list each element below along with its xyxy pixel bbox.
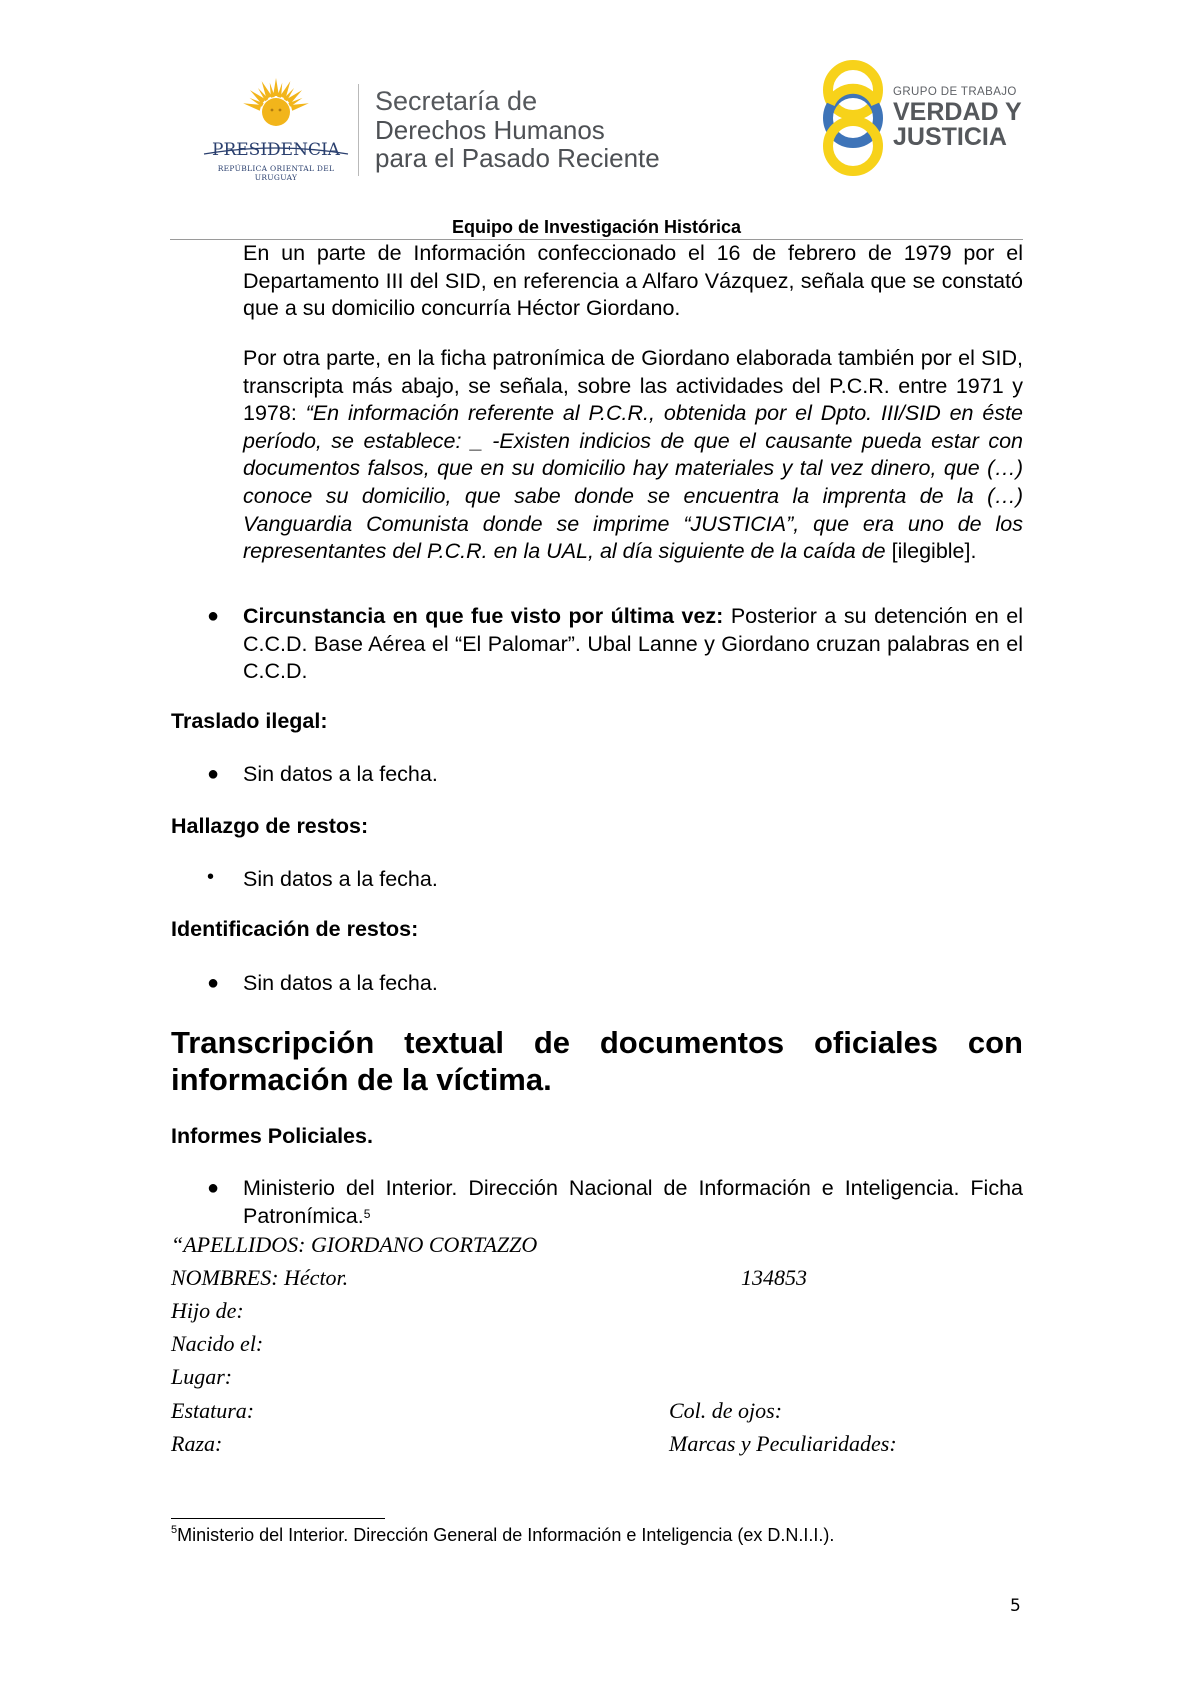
gtvj-title-line-1: VERDAD Y — [893, 98, 1022, 126]
footnote-ref: 5 — [363, 1206, 371, 1221]
paragraph-ficha-patronimica — [243, 345, 1023, 566]
secretaria-line-1: Secretaría de — [375, 86, 538, 116]
heading-traslado: Traslado ilegal: — [171, 709, 328, 733]
bullet-icon: ● — [207, 605, 220, 627]
ficha-raza: Raza: — [171, 1431, 223, 1456]
footnote-number: 5 — [171, 1524, 178, 1536]
bullet-icon: ● — [207, 1177, 220, 1199]
footnote — [171, 1525, 834, 1546]
hallazgo-item: Sin datos a la fecha. — [243, 867, 438, 891]
paragraph-ficha-normal: Por otra parte, en la ficha patronímica de Giordano elaborada también por el SID, transcripta más abajo, se señala, sobre las actividades del P.C.R. entre 1971 y 1978: — [243, 346, 1023, 426]
ficha-col-ojos: Col. de ojos: — [669, 1398, 783, 1423]
footnote-text: Ministerio del Interior. Dirección General de Información e Inteligencia (ex D.N.I.I.). — [177, 1525, 835, 1545]
ministerio-text: Ministerio del Interior. Dirección Nacional de Información e Inteligencia. Ficha Patronímica. — [243, 1176, 1023, 1228]
bullet-icon: ● — [207, 972, 220, 994]
gtvj-subtitle: GRUPO DE TRABAJO — [893, 86, 1017, 98]
sun-emblem-icon — [238, 78, 314, 142]
bullet-icon: • — [207, 866, 215, 888]
ficha-hijo-de: Hijo de: — [171, 1298, 244, 1323]
presidencia-subtitle: REPÚBLICA ORIENTAL DEL URUGUAY — [217, 164, 335, 182]
paragraph-ficha-tail: [ilegible]. — [891, 539, 977, 564]
section-title: Transcripción textual de documentos oficiales con información de la víctima. — [171, 1025, 1023, 1097]
secretaria-line-2: Derechos Humanos — [375, 115, 605, 145]
ficha-nacido-el: Nacido el: — [171, 1331, 264, 1356]
ficha-numero: 134853 — [741, 1265, 807, 1290]
footnote-rule — [171, 1518, 385, 1519]
paragraph-parte-informacion: En un parte de Información confeccionado el 16 de febrero de 1979 por el Departamento III del SID, en referencia a Alfaro Vázquez, señala que se constató que a su domicilio concurría Héctor Giordano. — [243, 241, 1023, 321]
presidencia-name: PRESIDENCIA — [212, 140, 340, 160]
circunstancia-text: Posterior a su detención en el C.C.D. Base Aérea el “El Palomar”. Ubal Lanne y Giordano cruzan palabras en el C.C.D. — [243, 604, 1023, 684]
ficha-lugar: Lugar: — [171, 1364, 233, 1389]
secretaria-line-3: para el Pasado Reciente — [375, 143, 660, 173]
secretaria-logo-text — [375, 87, 660, 172]
page-number: 5 — [1010, 1596, 1021, 1616]
team-heading: Equipo de Investigación Histórica — [451, 217, 742, 237]
bullet-icon: ● — [207, 763, 220, 785]
heading-informes: Informes Policiales. — [171, 1124, 373, 1148]
circunstancia-label: Circunstancia en que fue visto por última vez: — [243, 604, 724, 628]
ficha-marcas: Marcas y Peculiaridades: — [669, 1431, 897, 1456]
traslado-item: Sin datos a la fecha. — [243, 762, 438, 786]
ministerio-item — [243, 1175, 1023, 1230]
heading-identificacion: Identificación de restos: — [171, 917, 419, 941]
identificacion-item: Sin datos a la fecha. — [243, 971, 438, 995]
gtvj-title-line-2: JUSTICIA — [893, 123, 1007, 151]
ficha-apellidos: “APELLIDOS: GIORDANO CORTAZZO — [171, 1232, 538, 1257]
header-divider — [358, 84, 359, 176]
heading-hallazgo: Hallazgo de restos: — [171, 814, 369, 838]
paragraph-ficha-quote: “En información referente al P.C.R., obtenida por el Dpto. III/SID en éste período, se establece: _ -Existen indicios de que el causante pueda estar con documentos falsos, que en su domicilio hay materiales y tal vez dinero, que (…) conoce su domicilio, que sabe donde se encuentra la imprenta de la (…) Vanguardia Comunista donde se imprime “JUSTICIA”, que era uno de los representantes del P.C.R. en la UAL, al día siguiente de la caída de — [243, 401, 1024, 564]
ficha-estatura: Estatura: — [171, 1398, 255, 1423]
presidencia-logo — [198, 78, 354, 182]
bullet-circunstancia — [243, 603, 1023, 686]
gtvj-title — [893, 100, 1022, 150]
ficha-nombres: NOMBRES: Héctor. — [171, 1265, 349, 1290]
